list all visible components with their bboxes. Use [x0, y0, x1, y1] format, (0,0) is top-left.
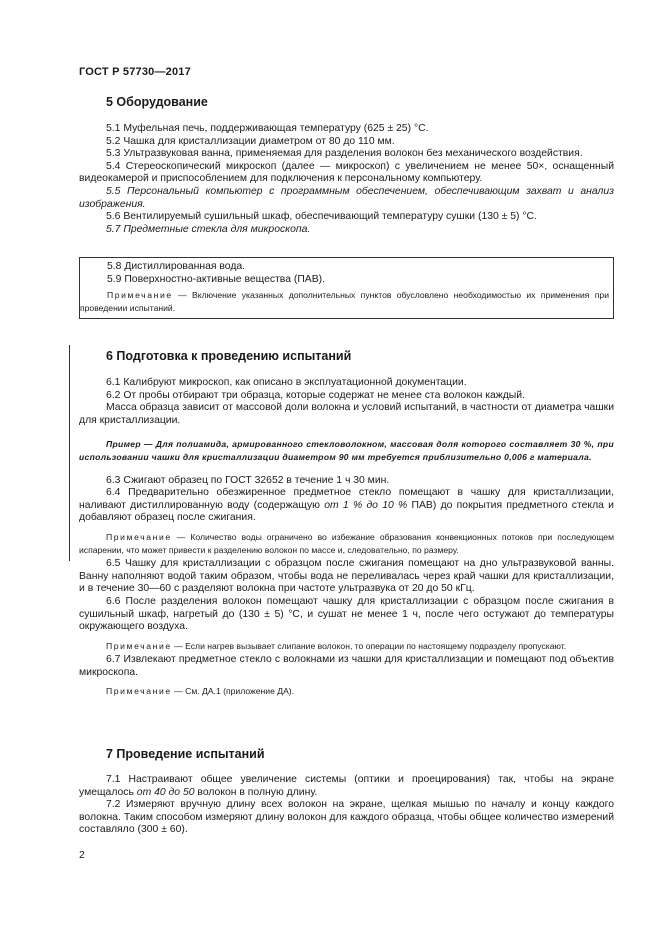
clause-5-2: 5.2 Чашка для кристаллизации диаметром от 80 до 110 мм.: [106, 135, 395, 147]
clause-7-2: 7.2 Измеряют вручную длину всех волокон на экране, щелкая мышью по началу и концу каждого волокна. Таким способом измеряют длину волокон для каждого образца, чтобы общее количество измерений составляло (300 ± 60).: [79, 799, 614, 836]
section-5-heading: 5 Оборудование: [106, 95, 208, 109]
section-7-body: [79, 774, 614, 837]
clause-6-5: 6.5 Чашку для кристаллизации с образцом после сжигания помещают на дно ультразвуковой ванны. Ванну наполняют водой таким образом, чтобы вода не переливалась через край чашки для кристаллизации, и в течение 30—60 с разделяют волокна при частоте ультразвука от 20 до 50 кГц.: [79, 558, 614, 595]
clause-5-5: 5.5 Персональный компьютер с программным обеспечением, обеспечивающим захват и анализ изображения.: [79, 185, 614, 210]
section-5-list: [79, 123, 614, 236]
sample-mass-paragraph: Масса образца зависит от массовой доли волокна и условий испытаний, в частности от диаметра чашки для кристаллизации.: [79, 402, 614, 426]
note-label: Примечание: [106, 531, 172, 542]
clause-5-8: 5.8 Дистиллированная вода.: [107, 261, 246, 272]
note-label: Примечание: [106, 640, 172, 651]
clause-6-1: 6.1 Калибруют микроскоп, как описано в эксплуатационной документации.: [106, 377, 467, 388]
page-number: 2: [79, 850, 85, 861]
clause-7-1: [79, 774, 614, 799]
clause-6-6: 6.6 После разделения волокон помещают чашку для кристаллизации с образцом после сжигания в сушильный шкаф, нагретый до (130 ± 5) °С, и сушат не менее 1 ч, после чего остужают до температуры окружающего воздуха.: [79, 595, 614, 633]
clause-5-7: 5.7 Предметные стекла для микроскопа.: [106, 223, 311, 235]
section-6-heading: 6 Подготовка к проведению испытаний: [106, 349, 352, 363]
clause-5-3: 5.3 Ультразвуковая ванна, применяемая для разделения волокон без механического воздействия.: [106, 148, 583, 160]
clause-7-1-part-a: 7.1 Настраивают общее увеличение системы (оптики и проецирования) так, чтобы на экране умещалось: [79, 774, 614, 798]
clause-5-9: 5.9 Поверхностно-активные вещества (ПАВ).: [107, 273, 326, 285]
note-6-6: [79, 640, 614, 653]
note-text: — Включение указанных дополнительных пунктов обусловлено необходимостью их применения при проведении испытаний.: [80, 290, 609, 313]
amendment-box: [79, 257, 614, 319]
section-6-body: [79, 377, 614, 698]
document-code: ГОСТ Р 57730—2017: [79, 66, 191, 78]
box-note: [80, 289, 609, 314]
clause-6-3: 6.3 Сжигают образец по ГОСТ 32652 в течение 1 ч 30 мин.: [106, 474, 390, 486]
note-text: — Количество воды ограничено во избежание образования конвекционных потоков при последующем испарении, что может привести к разделению волокон по массе и, следовательно, по размеру.: [79, 531, 614, 555]
section-7-heading: 7 Проведение испытаний: [106, 747, 265, 761]
clause-6-2: 6.2 От пробы отбирают три образца, которые содержат не менее ста волокон каждый.: [106, 389, 525, 401]
note-6-4: [79, 531, 614, 556]
clause-5-6: 5.6 Вентилируемый сушильный шкаф, обеспечивающий температуру сушки (130 ± 5) °С.: [106, 211, 537, 223]
clause-6-7: 6.7 Извлекают предметное стекло с волокнами из чашки для кристаллизации и помещают под объектив микроскопа.: [79, 654, 614, 678]
example-paragraph: Пример — Для полиамида, армированного стекловолокном, массовая доля которого составляет 30 %, при использовании чашки для кристаллизации диаметром 90 мм требуется приблизительно 0,006 г материала.: [79, 439, 614, 462]
clause-6-4-italic: от 1 % до 10 %: [324, 499, 408, 511]
change-bar: [69, 345, 70, 561]
clause-6-4-part-b: ПАВ) до покрытия предметного стекла и добавляют образец после сжигания.: [79, 499, 614, 524]
clause-7-1-italic: от 40 до 50: [136, 786, 195, 798]
clause-5-1: 5.1 Муфельная печь, поддерживающая температуру (625 ± 25) °С.: [106, 123, 429, 134]
note-text: — См. ДА.1 (приложение ДА).: [171, 686, 295, 697]
clause-6-4: [79, 487, 614, 525]
clause-7-1-part-b: волокон в полную длину.: [194, 786, 318, 798]
note-label: Примечание: [106, 686, 172, 697]
note-label: Примечание: [107, 290, 173, 301]
clause-5-4: 5.4 Стереоскопический микроскоп (далее — микроскоп) с увеличением не менее 50×, оснащенный видеокамерой и приспособлением для подключения к персональному компьютеру.: [79, 160, 614, 185]
note-6-7: [79, 685, 614, 698]
note-text: — Если нагрев вызывает слипание волокон, то операции по настоящему подразделу пропускают.: [171, 640, 567, 651]
clause-6-4-part-a: 6.4 Предварительно обезжиренное предметное стекло помещают в чашку для кристаллизации, наливают дистиллированную воду (содержащую: [79, 487, 614, 511]
